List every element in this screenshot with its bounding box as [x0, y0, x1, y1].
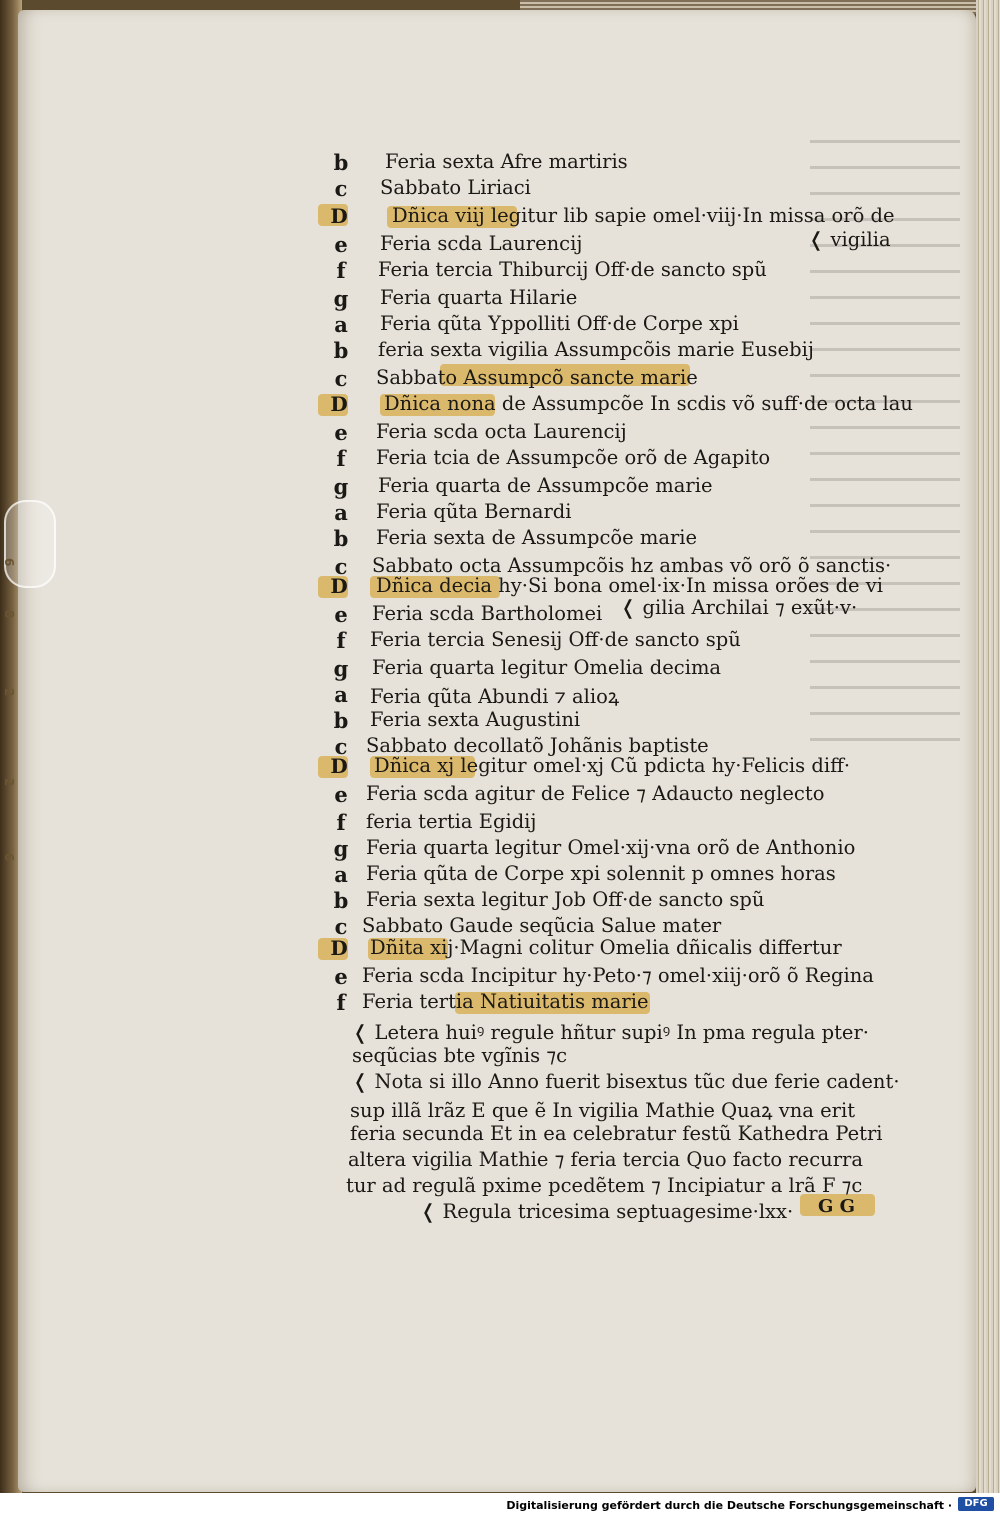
calendar-entry: Feria quarta de Assumpcõe marie: [378, 474, 713, 497]
section-heading: ❬ Regula tricesima septuagesime·lxx·: [420, 1200, 794, 1223]
calendar-letter: c: [334, 734, 348, 759]
calendar-letter: e: [334, 602, 348, 627]
digitization-credit: Digitalisierung gefördert durch die Deutsche Forschungsgemeinschaft ·: [506, 1499, 952, 1512]
calendar-entry: Dñica viij legitur lib sapie omel·viij·In missa orõ de: [392, 204, 895, 227]
calendar-letter: b: [333, 338, 349, 363]
calendar-entry: Feria qũta Bernardi: [376, 500, 572, 523]
note-line: ❬ Nota si illo Anno fuerit bisextus tũc due ferie cadent·: [352, 1070, 900, 1093]
calendar-entry: Feria scda octa Laurencij: [376, 420, 627, 443]
note-line: altera vigilia Mathie ⁊ feria tercia Quo facto recurra: [348, 1148, 863, 1171]
signature-mark: G G: [818, 1196, 856, 1217]
calendar-letter: a: [334, 682, 348, 707]
marginal-note: ❬ gilia Archilai ⁊ exũt·v·: [620, 596, 858, 619]
calendar-letter: b: [333, 888, 349, 913]
calendar-letter: b: [333, 150, 349, 175]
calendar-letter: a: [334, 500, 348, 525]
calendar-entry: Feria qũta de Corpe xpi solennit p omnes horas: [366, 862, 836, 885]
margin-number: 6: [2, 853, 16, 862]
calendar-letter: b: [333, 708, 349, 733]
note-line: sup illã lrãz E que ẽ In vigilia Mathie Quaꝝ vna erit: [350, 1099, 856, 1122]
calendar-entry: Sabbato decollatõ Johãnis baptiste: [366, 734, 709, 757]
margin-number: 8: [2, 610, 16, 619]
calendar-entry: Feria scda Bartholomei: [372, 602, 603, 625]
calendar-letter: a: [334, 862, 348, 887]
calendar-letter: f: [336, 990, 346, 1015]
calendar-entry: Sabbato Assumpcõ sancte marie: [376, 366, 698, 389]
calendar-entry: Feria scda Laurencij: [380, 232, 583, 255]
margin-number: 2: [2, 688, 16, 697]
dominical-letter: D: [330, 204, 348, 228]
note-line: tur ad regulã pxime pcedẽtem ⁊ Incipiatur a lrã F ⁊c: [346, 1174, 863, 1197]
calendar-entry: Feria sexta legitur Job Off·de sancto spũ: [366, 888, 765, 911]
digitization-footer: [0, 1493, 1000, 1515]
calendar-letter: c: [334, 914, 348, 939]
calendar-entry: Dñita xij·Magni colitur Omelia dñicalis differtur: [370, 936, 842, 959]
calendar-letter: e: [334, 964, 348, 989]
calendar-letter: f: [336, 258, 346, 283]
calendar-entry: Feria tcia de Assumpcõe orõ de Agapito: [376, 446, 771, 469]
marginal-note: ❬ vigilia: [808, 228, 891, 251]
calendar-entry: feria sexta vigilia Assumpcõis marie Eusebij: [378, 338, 814, 361]
calendar-letter: f: [336, 810, 346, 835]
calendar-entry: Feria tercia Thiburcij Off·de sancto spũ: [378, 258, 767, 281]
calendar-letter: a: [334, 312, 348, 337]
calendar-letter: g: [333, 286, 349, 311]
calendar-entry: Sabbato Liriaci: [380, 176, 531, 199]
calendar-entry: Feria qũta Yppolliti Off·de Corpe xpi: [380, 312, 739, 335]
calendar-entry: Feria sexta Afre martiris: [385, 150, 628, 173]
calendar-letter: b: [333, 526, 349, 551]
calendar-entry: Feria sexta Augustini: [370, 708, 581, 731]
calendar-letter: e: [334, 420, 348, 445]
calendar-letter: e: [334, 232, 348, 257]
dominical-letter: D: [330, 936, 348, 960]
calendar-letter: f: [336, 446, 346, 471]
calendar-letter: g: [333, 836, 349, 861]
calendar-entry: Sabbato Gaude seqũcia Salue mater: [362, 914, 722, 937]
calendar-entry: feria tertia Egidij: [366, 810, 537, 833]
calendar-entry: Feria sexta de Assumpcõe marie: [376, 526, 698, 549]
dominical-letter: D: [330, 574, 348, 598]
calendar-letter: g: [333, 656, 349, 681]
margin-number: 2: [2, 778, 16, 787]
calendar-entry: Feria tercia Senesij Off·de sancto spũ: [370, 628, 741, 651]
dfg-logo: DFG: [958, 1497, 994, 1511]
calendar-entry: Dñica decia hy·Si bona omel·ix·In missa orões de vi: [376, 574, 884, 597]
note-line: seqũcias bte vgĩnis ⁊c: [352, 1044, 567, 1067]
calendar-letter: e: [334, 782, 348, 807]
calendar-entry: Feria qũta Abundi ⁊ alioꝝ: [370, 685, 620, 708]
calendar-entry: Dñica xj legitur omel·xj Cũ pdicta hy·Felicis diff·: [374, 754, 851, 777]
dominical-letter: D: [330, 392, 348, 416]
dominical-letter: D: [330, 754, 348, 778]
calendar-entry: Feria scda agitur de Felice ⁊ Adaucto neglecto: [366, 782, 825, 805]
calendar-letter: c: [334, 176, 348, 201]
calendar-letter: g: [333, 474, 349, 499]
calendar-entry: Feria quarta legitur Omel·xij·vna orõ de Anthonio: [366, 836, 856, 859]
calendar-entry: Dñica nona de Assumpcõe In scdis võ suff·de octa lau: [384, 392, 913, 415]
calendar-entry: Feria quarta legitur Omelia decima: [372, 656, 722, 679]
calendar-letter: c: [334, 554, 348, 579]
calendar-letter: f: [336, 628, 346, 653]
calendar-entry: Feria tertia Natiuitatis marie: [362, 990, 649, 1013]
calendar-entry: Feria scda Incipitur hy·Peto·⁊ omel·xiij·orõ õ Regina: [362, 964, 874, 987]
note-line: feria secunda Et in ea celebratur festũ Kathedra Petri: [350, 1122, 883, 1145]
calendar-entry: Sabbato octa Assumpcõis hz ambas võ orõ õ sanctis·: [372, 554, 892, 577]
calendar-letter: c: [334, 366, 348, 391]
margin-number: 6: [2, 558, 16, 567]
calendar-entry: Feria quarta Hilarie: [380, 286, 578, 309]
note-line: ❬ Letera huiꝰ regule hñtur supiꝰ In pma regula pter·: [352, 1021, 869, 1044]
